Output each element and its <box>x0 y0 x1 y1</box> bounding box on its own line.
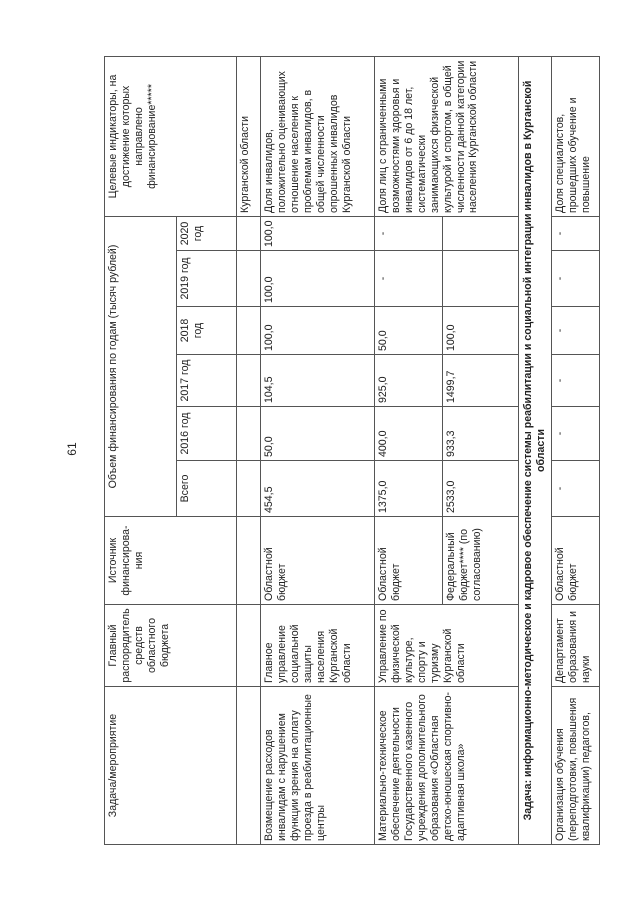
table-row <box>551 56 599 844</box>
task-cell: Возмещение расходов инвалидам с нарушением функции зрения на оплату проезда в реабилитационные центры <box>261 687 375 845</box>
year-2016-cell: - <box>551 407 599 461</box>
task-cell: Организация обучения (переподготовки, повышения квалификации) педагогов, <box>551 687 599 845</box>
total-cell: 2533,0 <box>443 461 519 517</box>
indicator-cell: Доля лиц с ограниченными возможностями здоровья и инвалидов от 6 до 18 лет, систематически занимающихся физической культурой и спортом, в общей численности данной категории населения Курганской области <box>375 56 519 216</box>
source-cell: Областной бюджет <box>551 517 599 605</box>
rotated-table-page <box>104 57 592 845</box>
total-cell: 454,5 <box>261 461 375 517</box>
year-2017-cell: 1499,7 <box>443 355 519 407</box>
year-2018-cell: - <box>551 307 599 355</box>
year-2019-cell <box>443 251 519 307</box>
header-indicators: Целевые индикаторы, на достижение которых направлено финансирование***** <box>105 56 237 216</box>
year-2018-cell: 100,0 <box>261 307 375 355</box>
header-year-2019: 2019 год <box>177 251 237 307</box>
table-row <box>237 56 261 844</box>
year-2016-cell: 400,0 <box>375 407 443 461</box>
header-year-2016: 2016 год <box>177 407 237 461</box>
header-year-2018: 2018 год <box>177 307 237 355</box>
task-heading-row <box>519 56 552 844</box>
total-cell: - <box>551 461 599 517</box>
manager-cell: Департамент образования и науки <box>551 605 599 687</box>
manager-cell: Управление по физической культуре, спорту и туризму Курганской области <box>375 605 519 687</box>
year-2016-cell: 933,3 <box>443 407 519 461</box>
header-total: Всего <box>177 461 237 517</box>
task-cell: Материально-техническое обеспечение деятельности Государственного казенного учреждения дополнительного образования «Областная детско-юношеская спортивно-адаптивная школа» <box>375 687 519 845</box>
year-2019-cell: - <box>375 251 443 307</box>
total-cell: 1375,0 <box>375 461 443 517</box>
indicator-cell: Доля инвалидов, положительно оценивающих отношение населения к проблемам инвалидов, в общей численности опрошенных инвалидов Курганской области <box>261 56 375 216</box>
year-2017-cell: 104,5 <box>261 355 375 407</box>
header-source: Источник финансирова-ния <box>105 517 237 605</box>
header-year-2020: 2020 год <box>177 216 237 250</box>
year-2017-cell: 925,0 <box>375 355 443 407</box>
year-2018-cell: 100,0 <box>443 307 519 355</box>
year-2020-cell <box>443 216 519 250</box>
year-2020-cell: - <box>551 216 599 250</box>
year-2020-cell: - <box>375 216 443 250</box>
year-2016-cell: 50,0 <box>261 407 375 461</box>
table-row <box>261 56 375 844</box>
indicator-cell: Доля специалистов, прошедших обучение и повышение <box>551 56 599 216</box>
year-2020-cell: 100,0 <box>261 216 375 250</box>
funding-table <box>104 56 600 845</box>
year-2017-cell: - <box>551 355 599 407</box>
indicator-cell: Курганской области <box>237 56 261 216</box>
page-number: 61 <box>65 442 79 456</box>
task-heading: Задача: информационно-методическое и кадровое обеспечение системы реабилитации и социальной интеграции инвалидов в Курганской области <box>519 56 552 844</box>
header-task: Задача/мероприятие <box>105 687 237 845</box>
header-funding: Объем финансирования по годам (тысяч рублей) <box>105 216 177 516</box>
manager-cell: Главное управление социальной защиты населения Курганской области <box>261 605 375 687</box>
year-2019-cell: - <box>551 251 599 307</box>
header-manager: Главный распорядитель средств областного бюджета <box>105 605 237 687</box>
year-2018-cell: 50,0 <box>375 307 443 355</box>
table-row <box>375 56 443 844</box>
source-cell: Федеральный бюджет**** (по согласованию) <box>443 517 519 605</box>
header-year-2017: 2017 год <box>177 355 237 407</box>
year-2019-cell: 100,0 <box>261 251 375 307</box>
source-cell: Областной бюджет <box>261 517 375 605</box>
source-cell: Областной бюджет <box>375 517 443 605</box>
